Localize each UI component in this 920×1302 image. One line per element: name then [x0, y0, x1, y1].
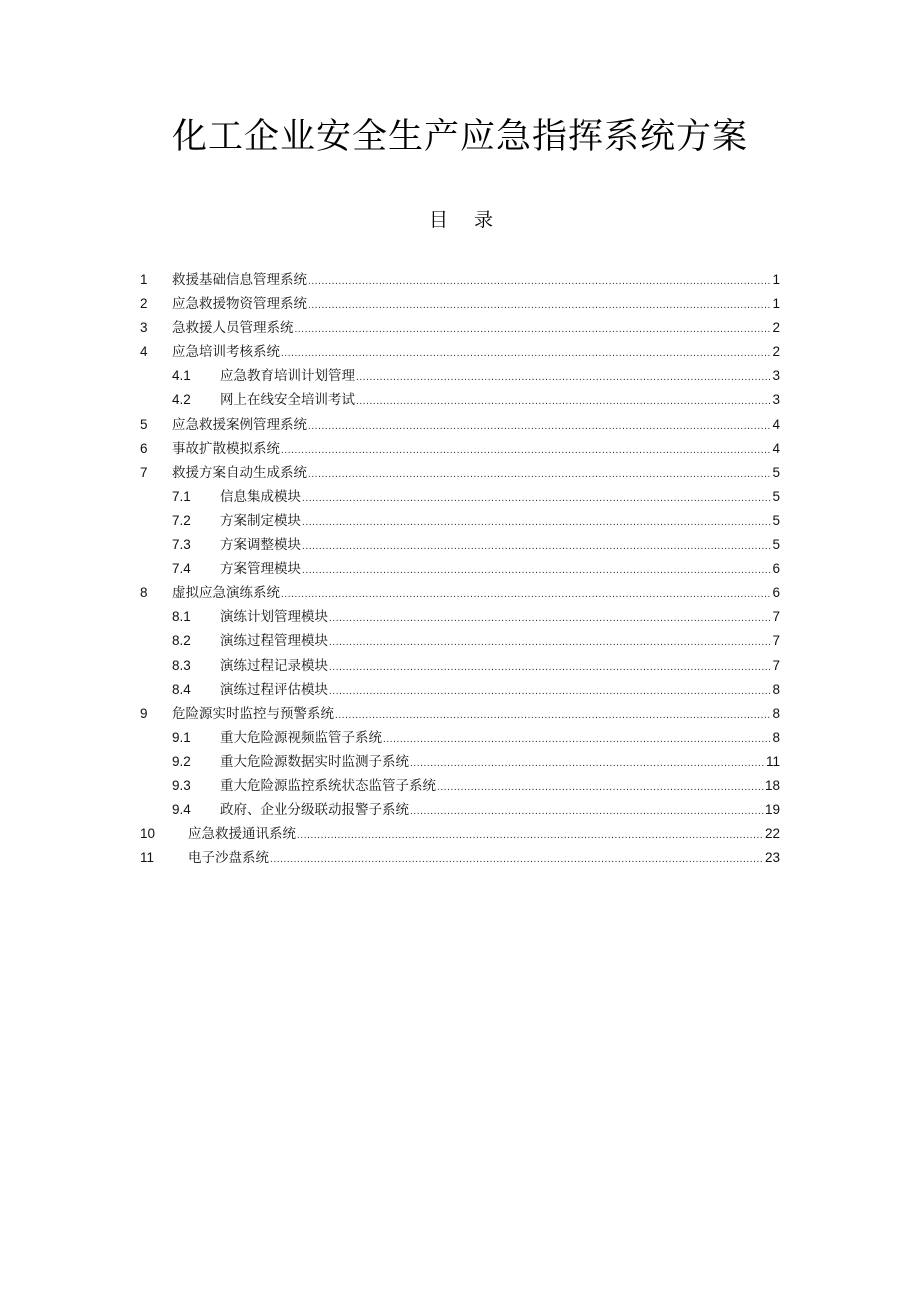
toc-entry-page: 18 — [764, 777, 780, 793]
toc-entry-page: 3 — [772, 392, 780, 408]
toc-entry-page: 7 — [772, 633, 780, 649]
toc-entry-page: 1 — [772, 272, 780, 287]
toc-entry[interactable] — [140, 846, 780, 870]
toc-entry[interactable] — [140, 316, 780, 340]
toc-subentry[interactable] — [140, 533, 780, 557]
toc-entry-page: 2 — [772, 320, 780, 336]
toc-entry-title: 演练过程管理模块 — [220, 633, 328, 650]
toc-subentry[interactable] — [140, 364, 780, 388]
toc-entry-number: 8.4 — [172, 681, 191, 697]
toc-entry-page: 2 — [772, 344, 780, 360]
toc-subentry[interactable] — [140, 798, 780, 822]
toc-dot-leader — [329, 631, 771, 653]
toc-entry-title: 重大危险源视频监管子系统 — [220, 729, 382, 746]
toc-dot-leader — [297, 824, 764, 846]
toc-entry-title: 重大危险源监控系统状态监管子系统 — [220, 777, 436, 794]
toc-dot-leader — [356, 390, 771, 412]
toc-entry-page: 3 — [772, 368, 780, 384]
toc-entry-page: 6 — [772, 561, 780, 577]
toc-entry-title: 应急救援案例管理系统 — [172, 416, 307, 433]
toc-entry-title: 政府、企业分级联动报警子系统 — [220, 802, 409, 819]
toc-subentry[interactable] — [140, 557, 780, 581]
toc-entry-title: 应急救援物资管理系统 — [172, 296, 307, 313]
toc-entry-title: 方案制定模块 — [220, 512, 301, 529]
toc-entry[interactable] — [140, 702, 780, 726]
toc-entry-page: 7 — [772, 609, 780, 625]
toc-entry-title: 虚拟应急演练系统 — [172, 585, 280, 602]
toc-dot-leader — [281, 439, 771, 461]
toc-entry-number: 4.2 — [172, 392, 191, 408]
toc-entry-number: 3 — [140, 320, 148, 336]
toc-entry-number: 4 — [140, 344, 148, 360]
toc-subentry[interactable] — [140, 750, 780, 774]
toc-entry-title: 急救援人员管理系统 — [172, 320, 294, 337]
toc-entry-page: 8 — [772, 681, 780, 697]
toc-entry[interactable] — [140, 340, 780, 364]
toc-entry-page: 5 — [772, 464, 780, 480]
toc-entry-page: 22 — [764, 826, 780, 842]
toc-entry-page: 5 — [772, 512, 780, 528]
toc-entry-title: 演练计划管理模块 — [220, 609, 328, 626]
toc-entry-number: 6 — [140, 440, 148, 456]
toc-dot-leader — [270, 848, 764, 870]
toc-dot-leader — [308, 415, 771, 437]
toc-entry-number: 7 — [140, 464, 148, 480]
toc-subentry[interactable] — [140, 629, 780, 653]
toc-subentry[interactable] — [140, 388, 780, 412]
toc-entry-number: 7.2 — [172, 512, 191, 528]
toc-entry-number: 11 — [140, 850, 155, 866]
toc-entry-title: 救援基础信息管理系统 — [172, 272, 307, 288]
toc-entry-number: 9.3 — [172, 777, 191, 793]
toc-entry-number: 8.2 — [172, 633, 191, 649]
toc-dot-leader — [356, 366, 771, 388]
toc-entry-title: 网上在线安全培训考试 — [220, 392, 355, 409]
document-title: 化工企业安全生产应急指挥系统方案 — [171, 117, 748, 157]
toc-subentry[interactable] — [140, 605, 780, 629]
toc-entry[interactable] — [140, 581, 780, 605]
toc-entry-title: 演练过程记录模块 — [220, 657, 328, 674]
toc-entry-title: 救援方案自动生成系统 — [172, 464, 307, 481]
toc-entry-page: 5 — [772, 488, 780, 504]
toc-entry-number: 5 — [140, 416, 148, 432]
toc-dot-leader — [281, 342, 771, 364]
toc-entry-number: 7.3 — [172, 537, 191, 553]
toc-subentry[interactable] — [140, 485, 780, 509]
toc-entry-title: 应急教育培训计划管理 — [220, 368, 355, 385]
table-of-contents — [140, 268, 780, 870]
toc-heading: 目 录 — [428, 209, 504, 231]
toc-entry-number: 1 — [140, 272, 148, 287]
toc-entry[interactable] — [140, 437, 780, 461]
toc-entry[interactable] — [140, 292, 780, 316]
toc-subentry[interactable] — [140, 678, 780, 702]
toc-entry[interactable] — [140, 413, 780, 437]
toc-entry-page: 11 — [765, 753, 780, 769]
toc-entry-title: 事故扩散模拟系统 — [172, 440, 280, 457]
toc-dot-leader — [281, 583, 771, 605]
toc-entry-page: 19 — [764, 802, 780, 818]
toc-dot-leader — [329, 656, 771, 678]
toc-entry-page: 4 — [772, 416, 780, 432]
toc-dot-leader — [308, 270, 771, 292]
toc-entry-title: 应急培训考核系统 — [172, 344, 280, 361]
toc-entry-page: 6 — [772, 585, 780, 601]
toc-dot-leader — [329, 680, 771, 702]
toc-entry-number: 9.2 — [172, 753, 191, 769]
toc-dot-leader — [383, 728, 771, 750]
toc-entry-page: 8 — [772, 729, 780, 745]
toc-entry-number: 9 — [140, 705, 148, 721]
toc-entry-number: 4.1 — [172, 368, 191, 384]
toc-entry-number: 9.1 — [172, 729, 191, 745]
toc-entry-title: 方案调整模块 — [220, 537, 301, 554]
toc-entry-title: 应急救援通讯系统 — [188, 826, 296, 843]
toc-entry-page: 23 — [764, 850, 780, 866]
toc-subentry[interactable] — [140, 774, 780, 798]
toc-dot-leader — [302, 559, 771, 581]
toc-dot-leader — [302, 535, 771, 557]
toc-entry-title: 电子沙盘系统 — [188, 850, 269, 867]
toc-dot-leader — [335, 704, 771, 726]
toc-dot-leader — [410, 800, 764, 822]
toc-entry-number: 7.4 — [172, 561, 191, 577]
toc-dot-leader — [329, 607, 771, 629]
toc-entry[interactable] — [140, 268, 780, 292]
toc-dot-leader — [308, 294, 771, 316]
toc-subentry[interactable] — [140, 726, 780, 750]
toc-entry-number: 2 — [140, 296, 148, 312]
toc-subentry[interactable] — [140, 509, 780, 533]
toc-entry-title: 信息集成模块 — [220, 488, 301, 505]
toc-entry-title: 危险源实时监控与预警系统 — [172, 705, 334, 722]
toc-dot-leader — [308, 463, 771, 485]
toc-entry-number: 8.3 — [172, 657, 191, 673]
toc-entry-page: 4 — [772, 440, 780, 456]
toc-entry-page: 7 — [772, 657, 780, 673]
toc-subentry[interactable] — [140, 654, 780, 678]
toc-entry-number: 9.4 — [172, 802, 191, 818]
toc-dot-leader — [295, 318, 772, 340]
toc-entry-number: 8 — [140, 585, 148, 601]
toc-dot-leader — [437, 776, 764, 798]
toc-entry-title: 演练过程评估模块 — [220, 681, 328, 698]
toc-entry-page: 5 — [772, 537, 780, 553]
toc-entry-number: 10 — [140, 826, 156, 842]
toc-dot-leader — [410, 752, 765, 774]
toc-entry-title: 方案管理模块 — [220, 561, 301, 578]
toc-dot-leader — [302, 487, 771, 509]
toc-entry[interactable] — [140, 461, 780, 485]
toc-entry[interactable] — [140, 822, 780, 846]
toc-entry-page: 1 — [772, 296, 780, 312]
toc-entry-title: 重大危险源数据实时监测子系统 — [220, 753, 409, 770]
toc-entry-number: 8.1 — [172, 609, 191, 625]
toc-entry-page: 8 — [772, 705, 780, 721]
toc-entry-number: 7.1 — [172, 488, 191, 504]
toc-dot-leader — [302, 511, 771, 533]
